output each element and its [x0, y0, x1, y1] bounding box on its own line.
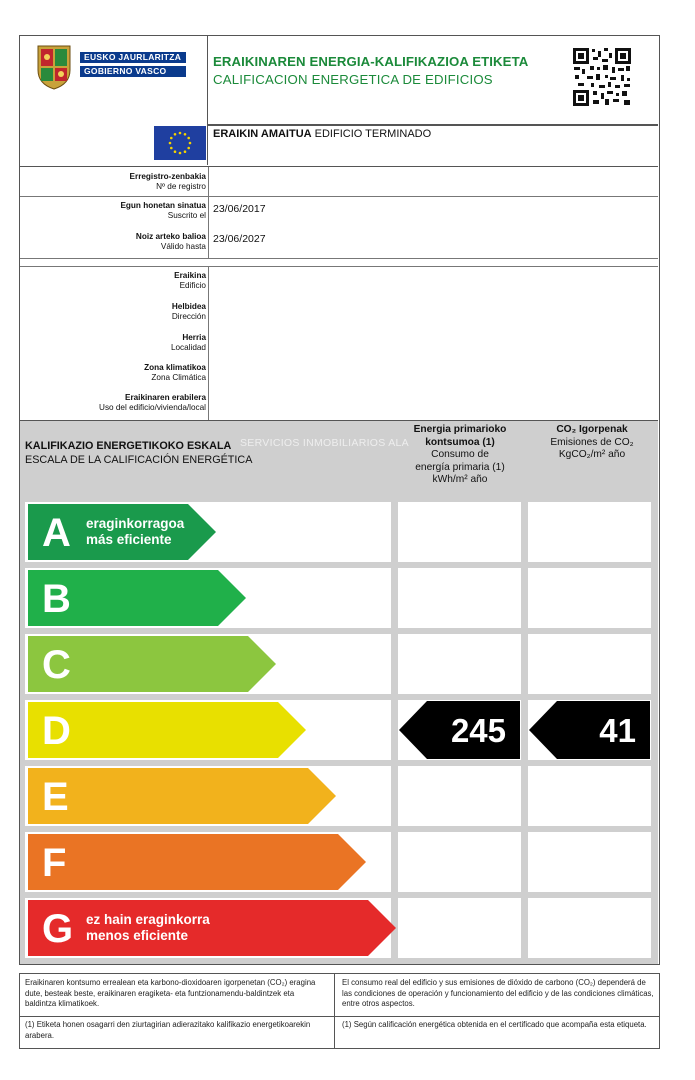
label-title-es: CALIFICACION ENERGETICA DE EDIFICIOS: [213, 72, 493, 87]
header-logo-panel: [20, 36, 208, 165]
footer-note-eu: Eraikinaren kontsumo errealean eta karbono-dioxidoaren igorpenetan (CO₂) eragina dute, besteak beste, eraikinaren eragiketa- eta funtzionamendu-baldintzek eta baldintza klimatikoek.: [25, 978, 316, 1008]
org-name-eu: EUSKO JAURLARITZA: [80, 52, 186, 63]
status-es: EDIFICIO TERMINADO: [314, 128, 432, 140]
primary-energy-cell-e: [398, 766, 521, 826]
label-title-eu: ERAIKINAREN ENERGIA-KALIFIKAZIOA ETIKETA: [213, 54, 529, 69]
status-eu: ERAIKIN AMAITUA: [213, 128, 312, 140]
class-arrow-a: [28, 504, 216, 560]
address-label: Helbidea Dirección: [171, 302, 206, 321]
primary-energy-cell-g: [398, 898, 521, 958]
co2-cell-c: [528, 634, 651, 694]
least-efficient-text: ez hain eraginkorra menos eficiente: [86, 912, 210, 943]
class-arrow-d: [28, 702, 306, 758]
co2-cell-b: [528, 568, 651, 628]
class-letter: E: [42, 775, 69, 819]
class-letter: B: [42, 577, 71, 621]
co2-cell-g: [528, 898, 651, 958]
co2-cell-f: [528, 832, 651, 892]
signed-date-label: Egun honetan sinatua Suscrito el: [120, 201, 206, 220]
co2-cell-e: [528, 766, 651, 826]
eu-flag-icon: [154, 126, 206, 160]
registry-number-label: Erregistro-zenbakia Nº de registro: [129, 172, 206, 191]
primary-energy-cell-a: [398, 502, 521, 562]
class-arrow-e: [28, 768, 336, 824]
validity-block: [20, 197, 658, 259]
class-arrow-b: [28, 570, 246, 626]
footer-ref-eu: (1) Etiketa honen osagarri den ziurtagirian adierazitako kalifikazio energetikoarekin arabera.: [25, 1020, 311, 1040]
co2-cell-a: [528, 502, 651, 562]
co2-column-header: CO₂ Igorpenak Emisiones de CO₂ KgCO₂/m² año: [550, 424, 634, 460]
co2-badge: [529, 701, 650, 759]
building-label: Eraikina Edificio: [174, 271, 206, 290]
footer-ref-es: (1) Según calificación energética obtenida en el certificado que acompaña esta etiqueta.: [342, 1020, 647, 1029]
class-letter: C: [42, 643, 71, 687]
scale-title-eu: KALIFIKAZIO ENERGETIKOKO ESKALA: [25, 440, 232, 452]
label-footer: [19, 973, 660, 1049]
primary-energy-cell-b: [398, 568, 521, 628]
signed-date-value: 23/06/2017: [213, 203, 266, 215]
valid-until-value: 23/06/2027: [213, 233, 266, 245]
primary-energy-cell-f: [398, 832, 521, 892]
footer-note-es: El consumo real del edificio y sus emisiones de dióxido de carbono (CO₂) dependerá de las condiciones de operación y funcionamiento del edificio y de las condiciones climáticas, entre otros aspectos.: [342, 978, 654, 1008]
basque-government-logo: [36, 44, 186, 90]
class-arrow-f: [28, 834, 366, 890]
locality-label: Herria Localidad: [170, 333, 206, 352]
primary-energy-cell-c: [398, 634, 521, 694]
energy-scale-panel: [20, 420, 658, 964]
spacer-row: [20, 259, 658, 267]
registry-number-row: [20, 167, 658, 197]
climate-zone-label: Zona klimatikoa Zona Climática: [144, 363, 206, 382]
most-efficient-text: eraginkorragoa más eficiente: [86, 516, 185, 547]
energy-label-frame: [19, 35, 660, 965]
class-arrow-g: [28, 900, 396, 956]
org-name-es: GOBIERNO VASCO: [80, 66, 186, 77]
header-divider: [208, 124, 658, 126]
co2-value: 41: [599, 712, 636, 749]
class-letter: A: [42, 511, 71, 555]
qr-code-icon: [572, 47, 632, 107]
primary-energy-column-header: Energia primarioko kontsumoa (1) Consumo de energía primaria (1) kWh/m² año: [413, 424, 507, 485]
building-use-label: Eraikinaren erabilera Uso del edificio/vivienda/local: [99, 393, 206, 412]
class-letter: D: [42, 709, 71, 753]
watermark-text: SERVICIOS INMOBILIARIOS ALA: [240, 437, 409, 449]
building-info-block: [20, 267, 658, 420]
primary-energy-badge: [399, 701, 520, 759]
primary-energy-value: 245: [450, 712, 506, 749]
building-status: [213, 128, 431, 140]
coat-of-arms-icon: [36, 44, 72, 90]
class-letter: F: [42, 841, 67, 885]
label-header: [20, 36, 658, 167]
scale-title-es: ESCALA DE LA CALIFICACIÓN ENERGÉTICA: [25, 454, 253, 466]
class-letter: G: [42, 907, 74, 951]
class-arrow-c: [28, 636, 276, 692]
valid-until-label: Noiz arteko balioa Válido hasta: [135, 232, 206, 251]
